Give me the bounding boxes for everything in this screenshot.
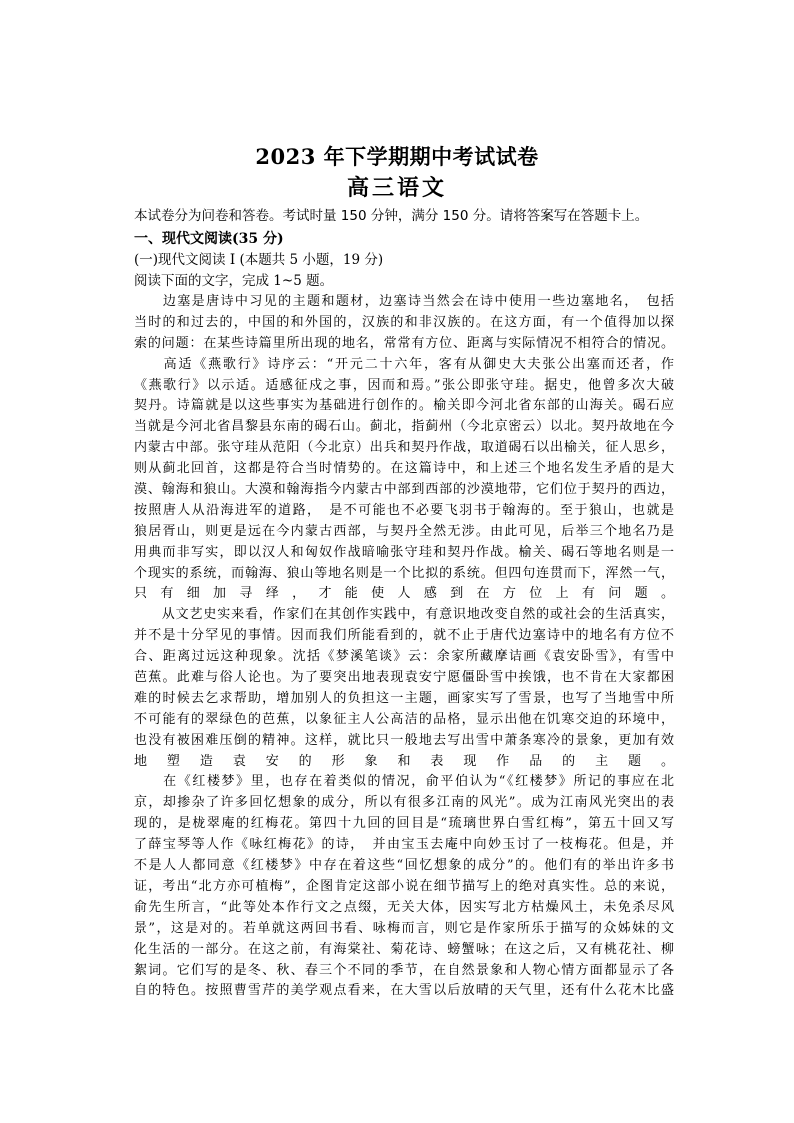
- passage-line: 按照唐人从沿海进军的道路， 是不可能也不必要飞羽书于翰海的。至于狼山，也就是: [134, 502, 674, 518]
- subsection-heading: (一)现代文阅读 I (本题共 5 小题，19 分): [134, 252, 384, 268]
- passage-line: 景”，这是对的。若单就这两回书看、咏梅而言，则它是作家所乐于描写的众姊妹的文: [134, 920, 674, 936]
- exam-instructions: 本试卷分为问卷和答卷。考试时量 150 分钟，满分 150 分。请将答案写在答题卡上。: [134, 208, 649, 224]
- passage-line: 内蒙古中部。张守珪从范阳（今北京）出兵和契丹作战，取道碣石以出榆关，征人思乡，: [134, 440, 674, 456]
- passage-line: 絮词。它们写的是冬、秋、春三个不同的季节，在自然景象和人物心情方面都显示了各: [134, 962, 674, 978]
- passage-line: 也没有被困难压倒的精神。这样，就比只一般地去写出雪中萧条寒冷的景象，更加有效: [134, 732, 674, 748]
- passage-line: 并不是十分罕见的事情。因而我们所能看到的，就不止于唐代边塞诗中的地名有方位不: [134, 628, 674, 644]
- reading-passage: [134, 292, 674, 1002]
- passage-line: 边塞是唐诗中习见的主题和题材，边塞诗当然会在诗中使用一些边塞地名， 包括: [134, 294, 674, 309]
- passage-line: 不是人人都同意《红楼梦》中存在着这些“回忆想象的成分”的。他们有的举出许多书: [134, 858, 674, 874]
- passage-line: 难的时候去乞求帮助，增加别人的负担这一主题，画家实写了雪景，也写了当地雪中所: [134, 690, 674, 706]
- passage-line: 狼居胥山，则更是远在今内蒙古西部，与契丹全然无涉。由此可见，后举三个地名乃是: [134, 523, 674, 539]
- passage-line: 自的特色。按照曹雪芹的美学观点看来，在大雪以后放晴的天气里，还有什么花木比盛: [134, 983, 674, 999]
- passage-line: 芭蕉。此难与俗人论也。为了要突出地表现袁安宁愿僵卧雪中挨饿，也不肯在大家都困: [134, 670, 674, 686]
- passage-line: 高适《燕歌行》诗序云：“开元二十六年，客有从御史大夫张公出塞而还者，作: [134, 356, 674, 372]
- passage-line: 了薛宝琴等人作《咏红梅花》的诗， 并由宝玉去庵中向妙玉讨了一枝梅花。但是，并: [134, 837, 674, 853]
- passage-line: 从文艺史实来看，作家们在其创作实践中，有意识地改变自然的或社会的生活真实，: [134, 607, 674, 623]
- passage-line: 证，考出“北方亦可植梅”，企图肯定这部小说在细节描写上的绝对真实性。总的来说，: [134, 878, 674, 894]
- passage-line: 合、距离过远这种现象。沈括《梦溪笔谈》云：余家所藏摩诘画《袁安卧雪》，有雪中: [134, 649, 674, 665]
- passage-line: 现的，是栊翠庵的红梅花。第四十九回的回目是“琉璃世界白雪红梅”，第五十回又写: [134, 816, 674, 832]
- passage-line: 当时的和过去的，中国的和外国的，汉族的和非汉族的。在这方面，有一个值得加以探: [134, 314, 674, 330]
- passage-line: 京，却掺杂了许多回忆想象的成分，所以有很多江南的风光”。成为江南风光突出的表: [134, 795, 674, 811]
- passage-line: 则从蓟北回首，这都是符合当时情势的。在这篇诗中，和上述三个地名发生矛盾的是大: [134, 461, 674, 477]
- passage-line: 俞先生所言，“此等处本作行文之点缀，无关大体，因实写北方枯燥风土，未免杀尽风: [134, 899, 674, 915]
- reading-instruction: 阅读下面的文字，完成 1~5 题。: [134, 273, 334, 289]
- passage-line: 《燕歌行》以示适。适感征戍之事，因而和焉。”张公即张守珪。据史，他曾多次大破: [134, 377, 674, 393]
- exam-title: 2023 年下学期期中考试试卷: [255, 144, 539, 169]
- passage-line: 不可能有的翠绿色的芭蕉，以象征主人公高洁的品格，显示出他在饥寒交迫的环境中，: [134, 711, 674, 727]
- passage-line: 化生活的一部分。在这之前，有海棠社、菊花诗、螃蟹咏；在这之后，又有桃花社、柳: [134, 941, 674, 957]
- passage-line: 索的问题：在某些诗篇里所出现的地名，常常有方位、距离与实际情况不相符合的情况。: [134, 335, 674, 351]
- passage-line: 只有细加寻绎，才能使人感到在方位上有问题。: [134, 586, 674, 602]
- passage-line: 用典而非写实，即以汉人和匈奴作战暗喻张守珪和契丹作战。榆关、碣石等地名则是一: [134, 544, 674, 560]
- passage-line: 个现实的系统，而翰海、狼山等地名则是一个比拟的系统。但四句连贯而下，浑然一气，: [134, 565, 674, 581]
- passage-line: 在《红楼梦》里，也存在着类似的情况，俞平伯认为“《红楼梦》所记的事应在北: [134, 774, 674, 790]
- passage-line: 契丹。诗篇就是以这些事实为基础进行创作的。榆关即今河北省东部的山海关。碣石应: [134, 398, 674, 414]
- passage-line: 漠、翰海和狼山。大漠和翰海指今内蒙古中部到西部的沙漠地带，它们位于契丹的西边，: [134, 482, 674, 498]
- passage-line: 地塑造袁安的形象和表现作品的主题。: [134, 753, 674, 769]
- exam-subject: 高三语文: [346, 175, 447, 201]
- section-heading: 一、现代文阅读(35 分): [134, 231, 284, 247]
- passage-line: 当就是今河北省昌黎县东南的碣石山。蓟北，指蓟州（今北京密云）以北。契丹故地在今: [134, 419, 674, 435]
